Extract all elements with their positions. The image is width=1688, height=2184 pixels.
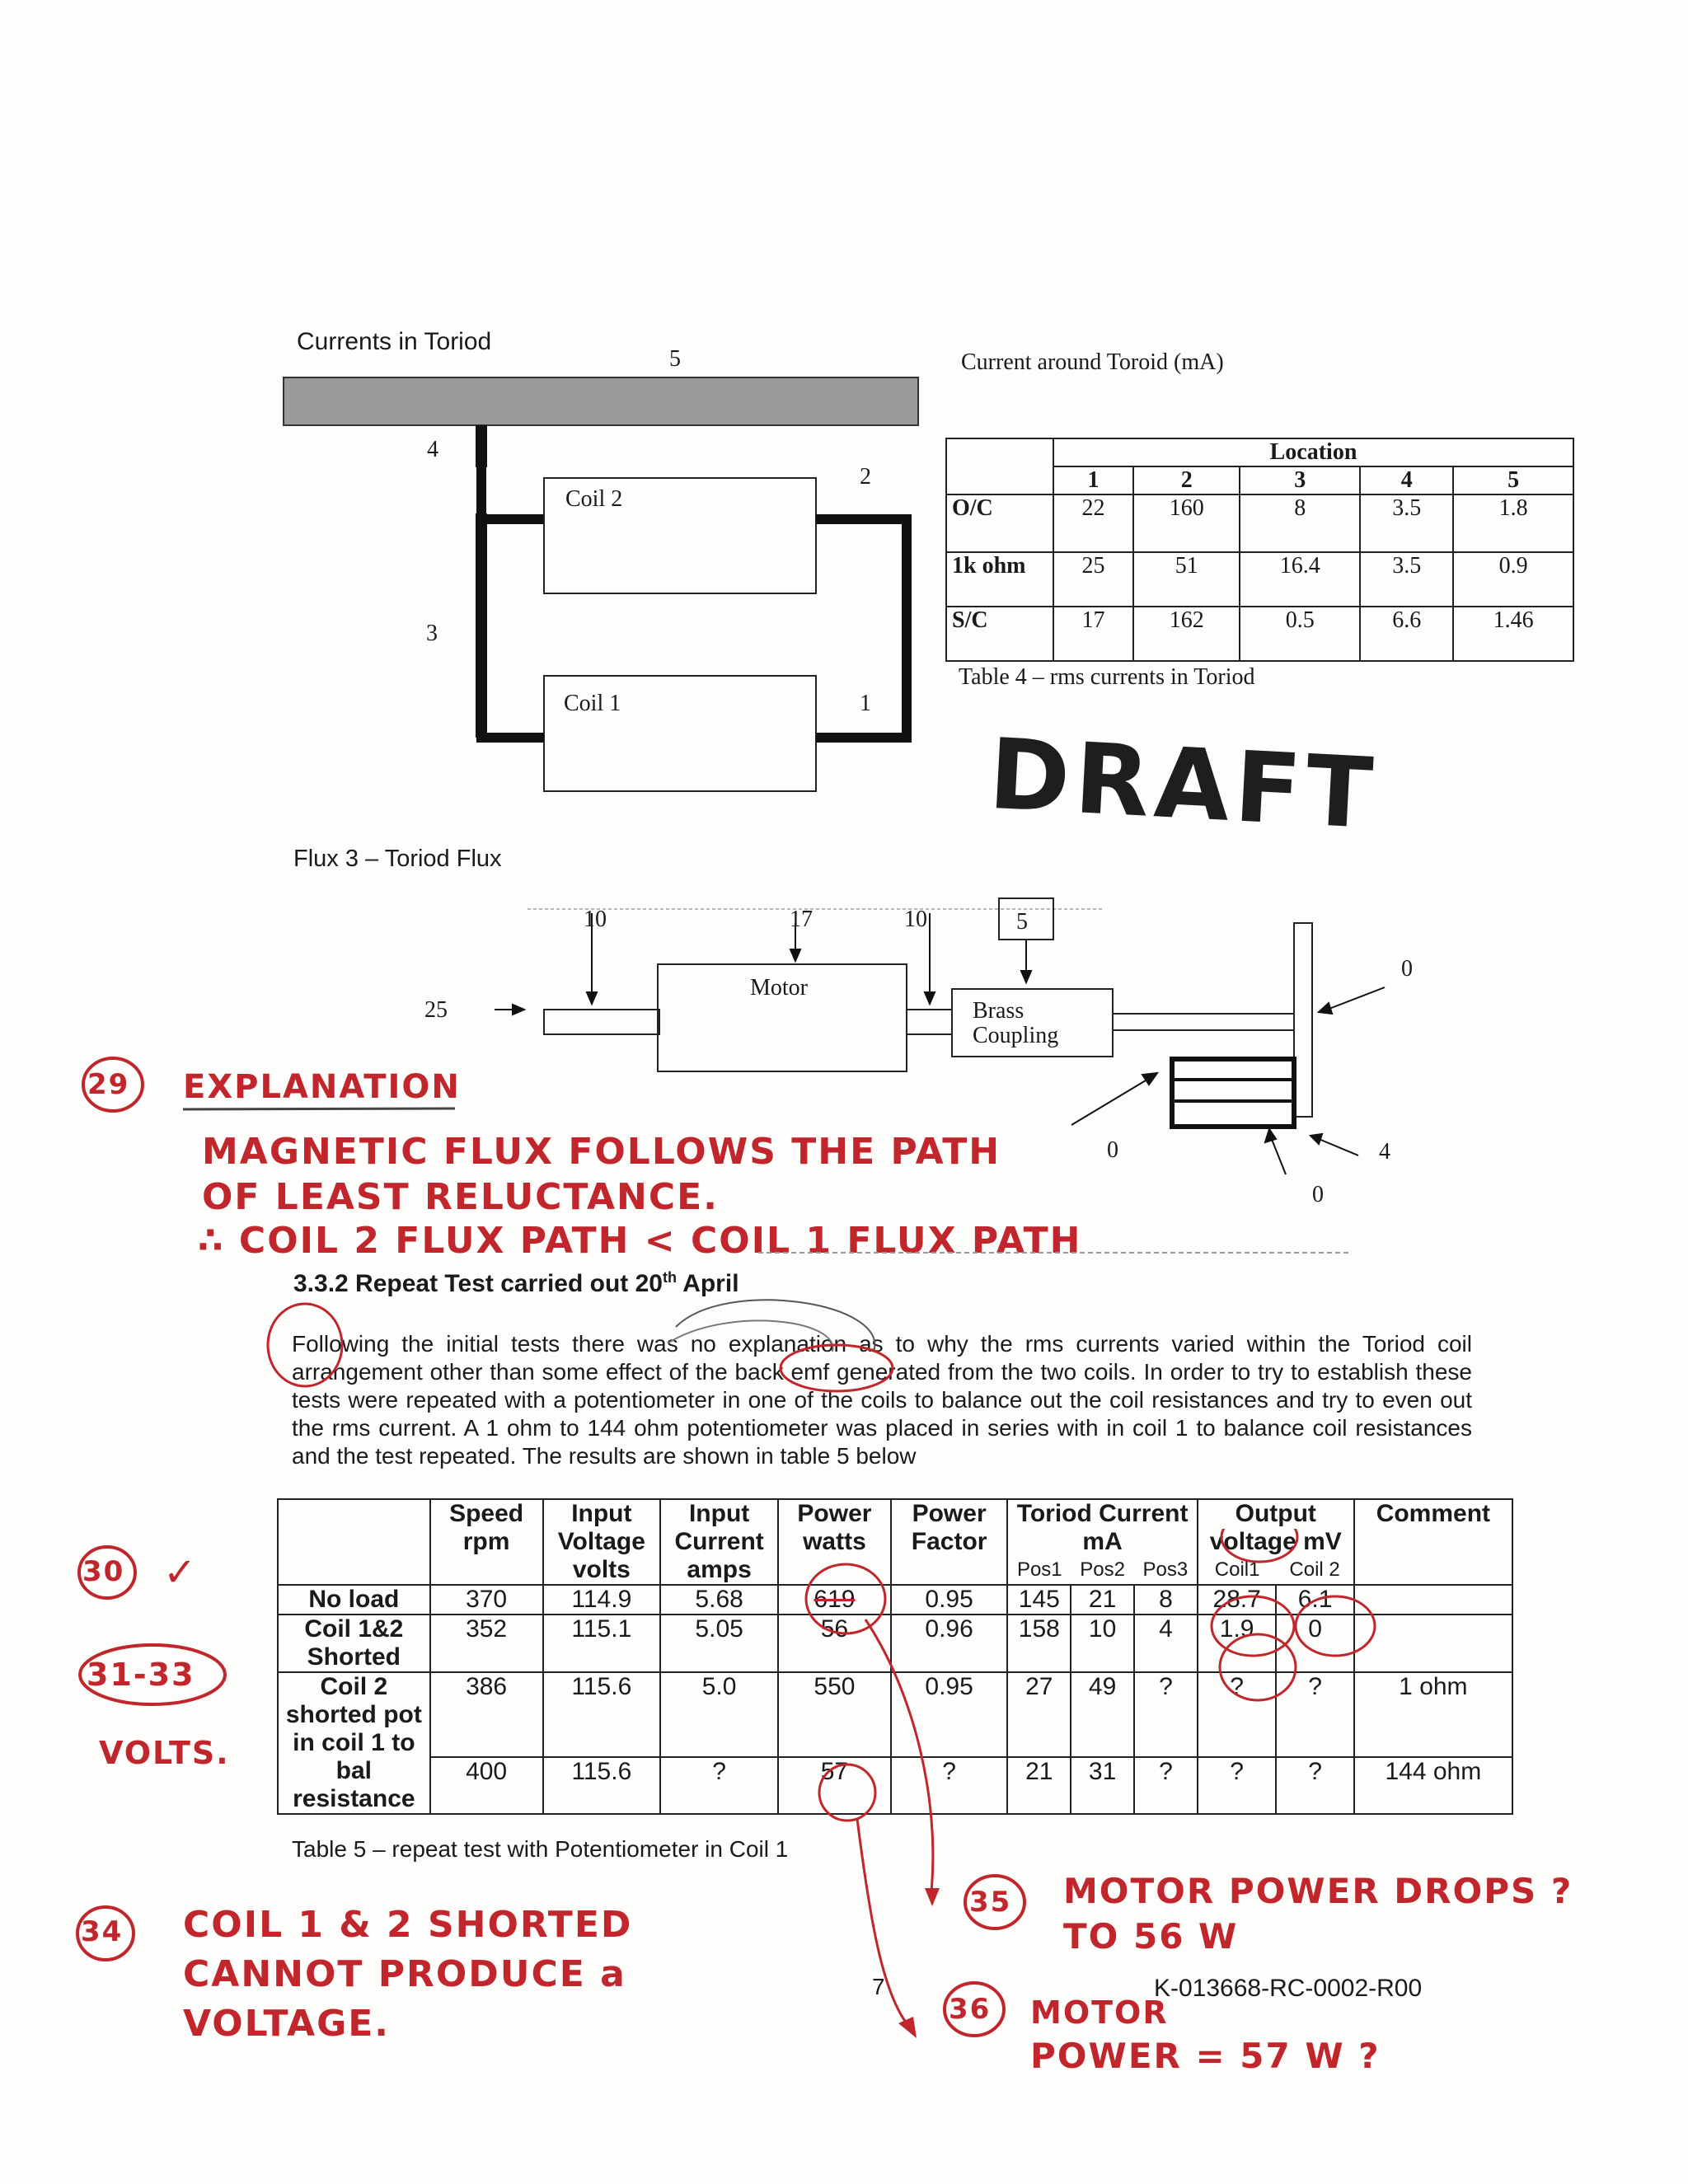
loc-label-1: 1 <box>860 691 871 716</box>
value-5: 5 <box>1016 909 1028 935</box>
draft-stamp: DRAFT <box>986 716 1381 851</box>
table4-location-header: Location <box>1053 438 1573 466</box>
t5-cell: ? <box>1134 1757 1198 1814</box>
table4-col: 2 <box>1133 466 1240 494</box>
t5-cell: ? <box>1276 1672 1353 1757</box>
t5-header-speed: Speed rpm <box>430 1499 543 1585</box>
t5-cell: 21 <box>1007 1757 1071 1814</box>
value-25: 25 <box>424 997 448 1023</box>
t5-cell: 370 <box>430 1585 543 1615</box>
table4-col: 4 <box>1360 466 1453 494</box>
annotation-30-number: 30 <box>82 1555 125 1588</box>
t5-row-label: No load <box>278 1585 430 1615</box>
loc-label-2: 2 <box>860 464 871 490</box>
table4-row-label: 1k ohm <box>946 552 1053 607</box>
table4-cell: 51 <box>1133 552 1240 607</box>
t5-cell: 1.9 <box>1198 1615 1277 1672</box>
t5-cell: ? <box>1198 1672 1277 1757</box>
value-10b: 10 <box>904 907 927 932</box>
t5-header-power: Power watts <box>778 1499 891 1585</box>
table4-cell: 3.5 <box>1360 494 1453 552</box>
table4-cell: 162 <box>1133 607 1240 661</box>
t5-sub-pos2: Pos2 <box>1071 1556 1134 1585</box>
table4-col: 5 <box>1453 466 1573 494</box>
t5-cell: ? <box>660 1757 778 1814</box>
t5-cell: 115.6 <box>543 1672 661 1757</box>
table4-cell: 160 <box>1133 494 1240 552</box>
t5-cell: 114.9 <box>543 1585 661 1615</box>
t5-row-label: Coil 1&2 Shorted <box>278 1615 430 1672</box>
annotation-explanation: EXPLANATION <box>183 1068 461 1106</box>
value-0-right: 0 <box>1401 956 1413 982</box>
t5-cell: 4 <box>1134 1615 1198 1672</box>
annotation-34-line2: CANNOT PRODUCE a <box>183 1953 626 1995</box>
coil2-label: Coil 2 <box>565 486 623 512</box>
value-17: 17 <box>790 907 813 932</box>
value-0-bottom: 0 <box>1312 1182 1324 1207</box>
loc-label-4: 4 <box>427 437 438 462</box>
toroid-bar <box>284 377 918 425</box>
table4-row <box>946 552 1573 607</box>
section-paragraph: Following the initial tests there was no explanation as to why the rms currents varied within the Toriod coil arrangement other than some effect of the back emf generated from the two coils. In order to try to establish these tests were repeated with a potentiometer in one of the coils to balance out the coil resistances and try to even out the rms current. A 1 ohm to 144 ohm potentiometer was placed in series with in coil 1 to balance coil resistances and the test repeated. The results are shown in table 5 below <box>292 1331 1472 1469</box>
table4-cell: 6.6 <box>1360 607 1453 661</box>
figure1-caption: Flux 3 – Toriod Flux <box>293 846 502 872</box>
value-10: 10 <box>584 907 607 932</box>
table4-cell: 8 <box>1240 494 1360 552</box>
t5-cell: 31 <box>1071 1757 1134 1814</box>
annotation-35-number: 35 <box>969 1886 1012 1919</box>
coil1-label: Coil 1 <box>564 691 621 716</box>
t5-cell: 21 <box>1071 1585 1134 1615</box>
section-heading-end: April <box>676 1270 739 1297</box>
table4-cell: 1.46 <box>1453 607 1573 661</box>
t5-cell: 550 <box>778 1672 891 1757</box>
coupling-label: Brass Coupling <box>973 999 1059 1048</box>
t5-cell: 619 <box>778 1585 891 1615</box>
value-0-low: 0 <box>1107 1137 1118 1163</box>
t5-cell: 0.96 <box>891 1615 1008 1672</box>
toroid-diagram <box>272 375 931 804</box>
t5-header-comment: Comment <box>1354 1499 1512 1585</box>
t5-cell: 144 ohm <box>1354 1757 1512 1814</box>
table4-cell: 17 <box>1053 607 1133 661</box>
shaft-right <box>1113 1014 1294 1030</box>
t5-cell: 400 <box>430 1757 543 1814</box>
t5-cell: 5.68 <box>660 1585 778 1615</box>
shaft-mid <box>907 1010 952 1034</box>
t5-header-pf: Power Factor <box>891 1499 1008 1585</box>
t5-cell: 5.05 <box>660 1615 778 1672</box>
t5-header-toriod: Toriod Current mA <box>1007 1499 1197 1556</box>
t5-row-label: Coil 2 shorted pot in coil 1 to bal resistance <box>278 1672 430 1814</box>
disc-plate <box>1294 923 1312 1117</box>
t5-cell: 145 <box>1007 1585 1071 1615</box>
magnet-block <box>1172 1059 1294 1127</box>
page-number: 7 <box>872 1974 885 1999</box>
t5-cell: 352 <box>430 1615 543 1672</box>
t5-cell: 28.7 <box>1198 1585 1277 1615</box>
t5-cell: 8 <box>1134 1585 1198 1615</box>
annotation-34-line3: VOLTAGE. <box>183 2003 390 2045</box>
annotation-35-line1: MOTOR POWER DROPS ? <box>1063 1871 1573 1911</box>
table4-title: Current around Toroid (mA) <box>961 349 1224 375</box>
t5-cell: 49 <box>1071 1672 1134 1757</box>
table4-row <box>946 607 1573 661</box>
table4-col: 3 <box>1240 466 1360 494</box>
t5-header-current: Input Current amps <box>660 1499 778 1585</box>
annotation-34-line1: COIL 1 & 2 SHORTED <box>183 1904 633 1946</box>
t5-cell: ? <box>1198 1757 1277 1814</box>
t5-sub-pos1: Pos1 <box>1007 1556 1071 1585</box>
annotation-36-line1: MOTOR <box>1030 1994 1169 2031</box>
t5-cell: 27 <box>1007 1672 1071 1757</box>
annotation-36-number: 36 <box>949 1993 992 2026</box>
table4-cell: 25 <box>1053 552 1133 607</box>
t5-cell: ? <box>1134 1672 1198 1757</box>
t5-cell: ? <box>1276 1757 1353 1814</box>
annotation-34-number: 34 <box>81 1915 124 1948</box>
annotation-30-check: ✓ <box>163 1549 199 1596</box>
motor-label: Motor <box>750 975 808 1001</box>
table4-cell: 22 <box>1053 494 1133 552</box>
t5-cell: 0.95 <box>891 1672 1008 1757</box>
table4-cell: 16.4 <box>1240 552 1360 607</box>
table4-cell: 0.9 <box>1453 552 1573 607</box>
loc-label-3: 3 <box>426 621 438 646</box>
annotation-line3: ∴ COIL 2 FLUX PATH < COIL 1 FLUX PATH <box>198 1220 1082 1262</box>
figure1-title: Currents in Toriod <box>297 328 492 355</box>
annotation-29-number: 29 <box>87 1068 130 1101</box>
table4-row-label: O/C <box>946 494 1053 552</box>
t5-cell: 386 <box>430 1672 543 1757</box>
t5-cell: 115.1 <box>543 1615 661 1672</box>
t5-cell: 0.95 <box>891 1585 1008 1615</box>
t5-cell: 6.1 <box>1276 1585 1353 1615</box>
section-heading-sup: th <box>662 1269 677 1286</box>
t5-cell: 0 <box>1276 1615 1353 1672</box>
section-heading-text: 3.3.2 Repeat Test carried out 20 <box>293 1270 663 1297</box>
t5-cell: 5.0 <box>660 1672 778 1757</box>
table4-col: 1 <box>1053 466 1133 494</box>
table4-caption: Table 4 – rms currents in Toriod <box>959 664 1255 690</box>
table4-cell: 0.5 <box>1240 607 1360 661</box>
value-4: 4 <box>1379 1139 1390 1165</box>
table4-row-label: S/C <box>946 607 1053 661</box>
t5-cell: 1 ohm <box>1354 1672 1512 1757</box>
annotation-line1: MAGNETIC FLUX FOLLOWS THE PATH <box>202 1131 1001 1173</box>
t5-sub-coil1: Coil1 <box>1198 1556 1277 1585</box>
t5-sub-coil2: Coil 2 <box>1276 1556 1353 1585</box>
t5-cell: 158 <box>1007 1615 1071 1672</box>
paragraph-markups <box>264 1294 923 1401</box>
t5-cell: 56 <box>778 1615 891 1672</box>
table4-row <box>946 494 1573 552</box>
t5-cell: 115.6 <box>543 1757 661 1814</box>
annotation-31-33-number: 31-33 <box>87 1657 195 1693</box>
t5-cell: 10 <box>1071 1615 1134 1672</box>
t5-cell: 57 <box>778 1757 891 1814</box>
t5-header-output: Output voltage mV <box>1198 1499 1354 1556</box>
annotation-line2: OF LEAST RELUCTANCE. <box>202 1176 719 1218</box>
shaft-left <box>544 1010 659 1034</box>
table4-cell: 1.8 <box>1453 494 1573 552</box>
annotation-36-line2: POWER = 57 W ? <box>1030 2036 1381 2076</box>
t5-header-voltage: Input Voltage volts <box>543 1499 661 1585</box>
loc-label-5: 5 <box>669 346 681 372</box>
table4-cell: 3.5 <box>1360 552 1453 607</box>
table5-caption: Table 5 – repeat test with Potentiometer in Coil 1 <box>292 1836 789 1862</box>
coil1-lead-left <box>481 696 544 738</box>
table4 <box>945 438 1574 662</box>
annotation-volts: VOLTS. <box>99 1735 230 1771</box>
t5-sub-pos3: Pos3 <box>1134 1556 1198 1585</box>
t5-cell: ? <box>891 1757 1008 1814</box>
document-id: K-013668-RC-0002-R00 <box>1154 1975 1423 2002</box>
annotation-35-line2: TO 56 W <box>1063 1916 1239 1957</box>
